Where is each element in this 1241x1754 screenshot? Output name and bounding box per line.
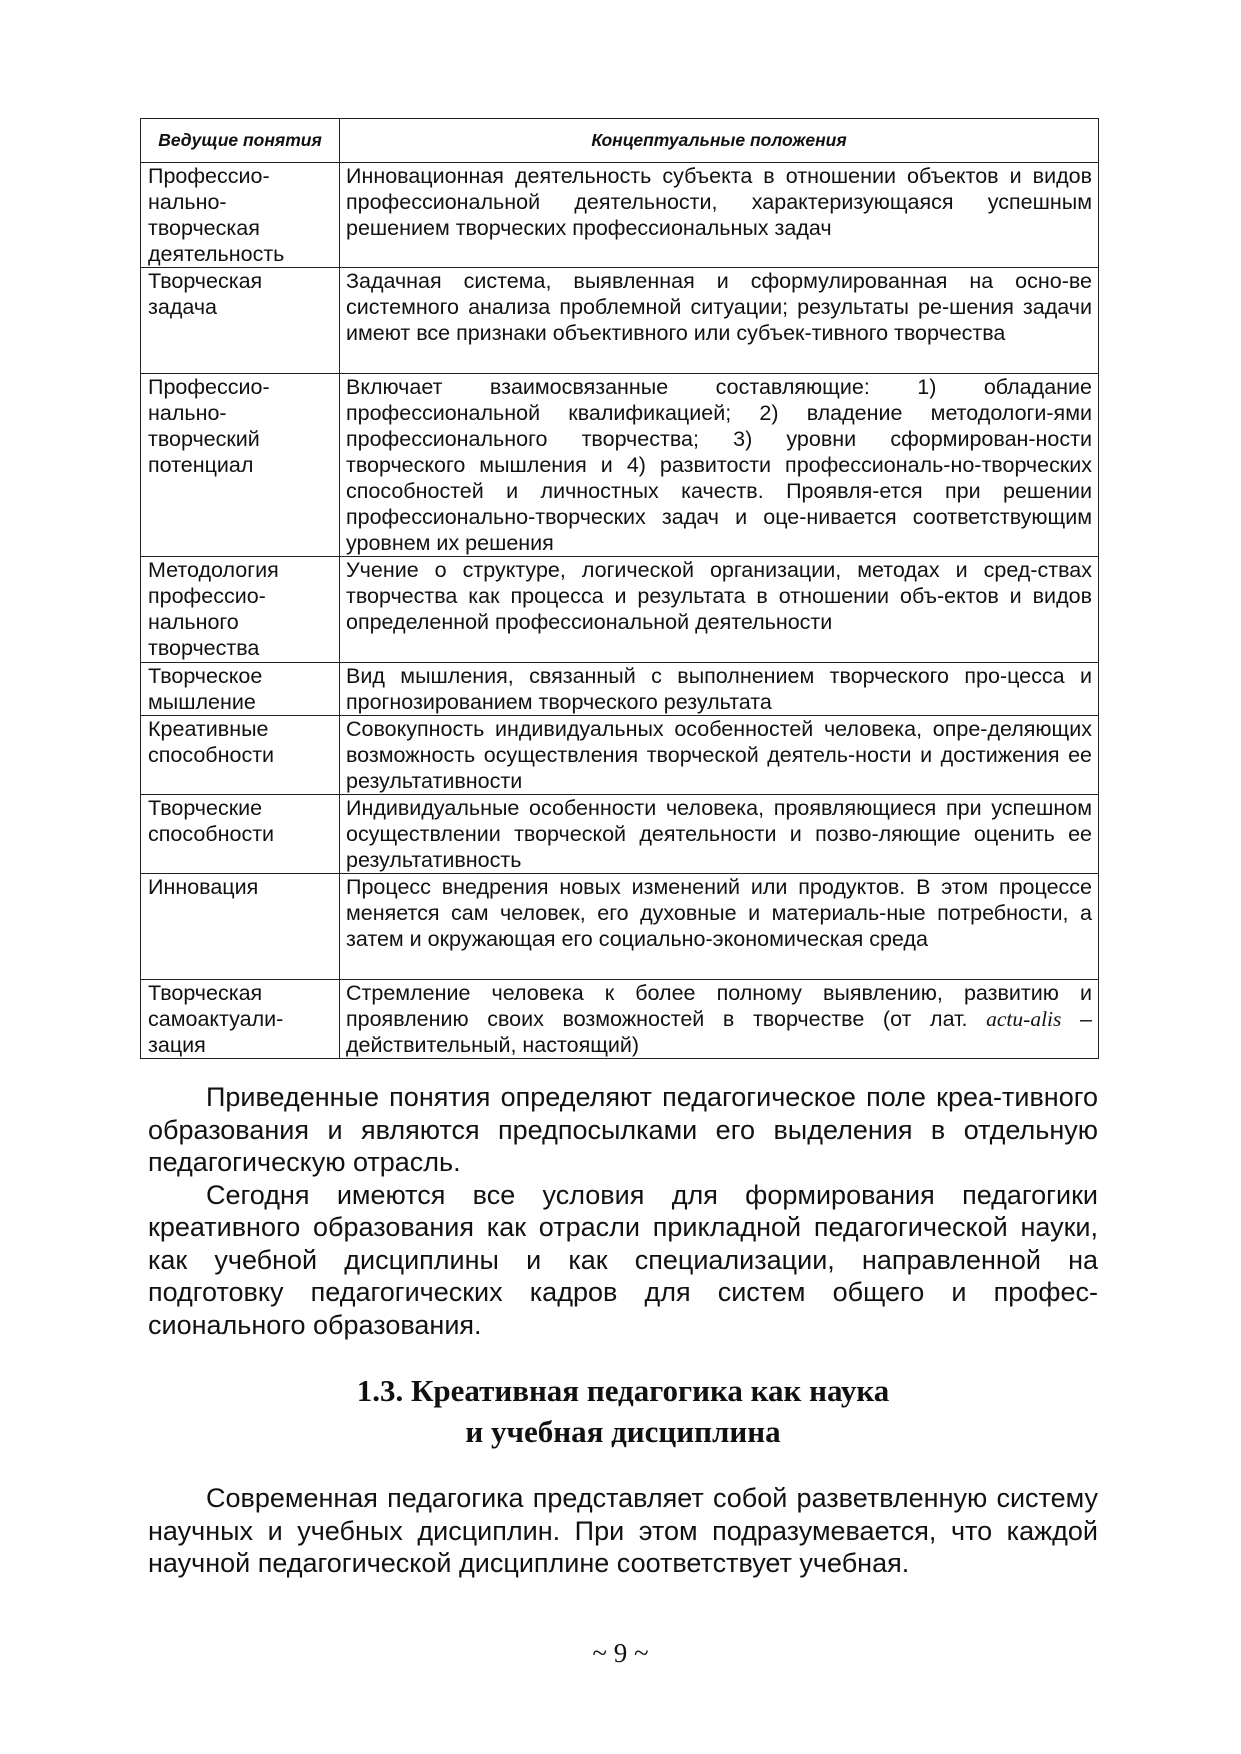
description-cell: Вид мышления, связанный с выполнением творческого про-цесса и прогнозированием творческого результата [340,663,1099,716]
table-row [141,163,1099,268]
table-header-row [141,119,1099,163]
header-key-concepts: Ведущие понятия [141,119,340,163]
description-text: – действительный, настоящий) [346,1007,1092,1057]
header-conceptual-provisions: Концептуальные положения [340,119,1099,163]
table-row [141,795,1099,874]
table-row [141,663,1099,716]
latin-term: actu-alis [986,1007,1062,1031]
page-number: ~ 9 ~ [592,1638,649,1668]
table-row [141,374,1099,557]
description-cell: Инновационная деятельность субъекта в отношении объектов и видов профессиональной деятельности, характеризующаяся успешным решением творческих профессиональных задач [340,163,1099,268]
term-cell: Инновация [141,874,340,980]
term-cell: Творческая задача [141,268,340,374]
paragraph: Приведенные понятия определяют педагогическое поле креа-тивного образования и являются предпосылками его выделения в отдельную педагогическую отрасль. [148,1082,1098,1177]
term-cell: Креативные способности [141,716,340,795]
description-cell: Индивидуальные особенности человека, проявляющиеся при успешном осуществлении творческой деятельности и позво-ляющие оценить ее результативность [340,795,1099,874]
body-text-block [148,1482,1098,1580]
table-row [141,716,1099,795]
term-cell: Профессио- нально- творческая деятельность [141,163,340,268]
table-row [141,557,1099,663]
term-cell: Творческая самоактуали- зация [141,980,340,1059]
description-cell: Задачная система, выявленная и сформулированная на осно-ве системного анализа проблемной ситуации; результаты ре-шения задачи имеют все признаки объективного или субъек-тивного творчества [340,268,1099,374]
description-cell [340,980,1099,1059]
table-row [141,980,1099,1059]
description-cell: Совокупность индивидуальных особенностей человека, опре-деляющих возможность осуществления творческой деятель-ности и достижения ее результативности [340,716,1099,795]
paragraph: Сегодня имеются все условия для формирования педагогики креативного образования как отрасли прикладной педагогической науки, как учебной дисциплины и как специализации, направленной на подготовку педагогических кадров для систем общего и профес-сионального образования. [148,1179,1098,1340]
table-row [141,268,1099,374]
description-cell: Процесс внедрения новых изменений или продуктов. В этом процессе меняется сам человек, его духовные и материаль-ные потребности, а затем и окружающая его социально-экономическая среда [340,874,1099,980]
term-cell: Профессио- нально- творческий потенциал [141,374,340,557]
term-cell: Методология профессио- нального творчества [141,557,340,663]
concepts-table [140,118,1099,1059]
section-title: 1.3. Креативная педагогика как наука и учебная дисциплина [356,1373,890,1449]
body-text-block [148,1081,1098,1341]
term-cell: Творческое мышление [141,663,340,716]
description-cell: Включает взаимосвязанные составляющие: 1) обладание профессиональной квалификацией; 2) владение методологи-ями профессионального творчества; 3) уровни сформирован-ности творческого мышления и 4) развитости профессиональ-но-творческих способностей и личностных качеств. Проявля-ется при решении профессионально-творческих задач и оце-нивается соответствующим уровнем их решения [340,374,1099,557]
paragraph: Современная педагогика представляет собой разветвленную систему научных и учебных дисциплин. При этом подразумевается, что каждой научной педагогической дисциплине соответствует учебная. [148,1483,1098,1578]
description-cell: Учение о структуре, логической организации, методах и сред-ствах творчества как процесса и результата в отношении объ-ектов и видов определенной профессиональной деятельности [340,557,1099,663]
description-text: Стремление человека к более полному выявлению, развитию и проявлению своих возможностей в творчестве (от лат. [346,981,1092,1031]
term-cell: Творческие способности [141,795,340,874]
table-row [141,874,1099,980]
